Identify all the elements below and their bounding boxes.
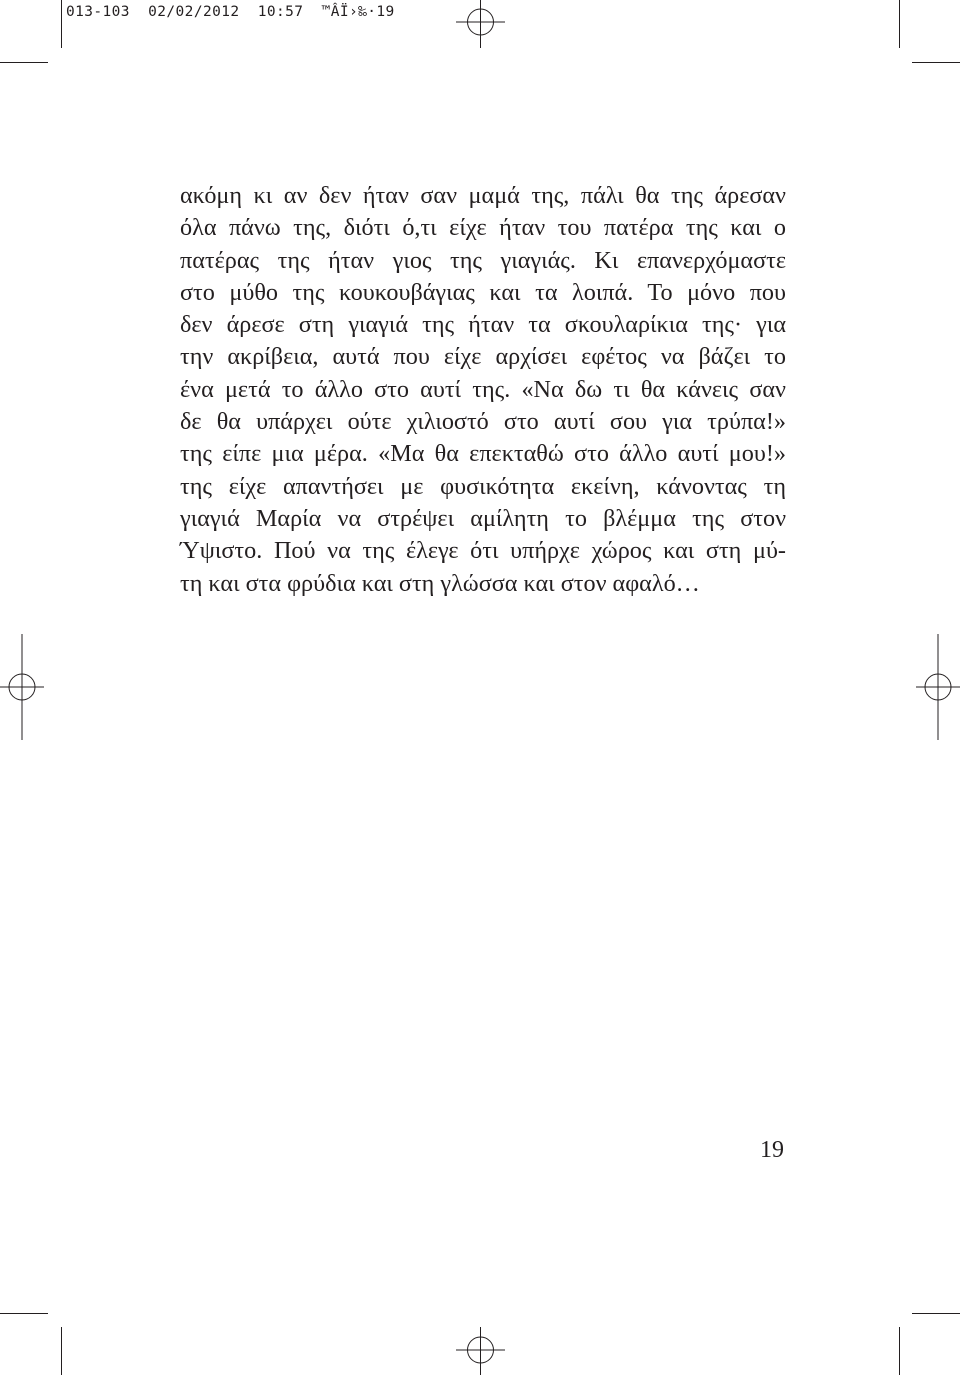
- body-line: δε θα υπάρχει ούτε χιλιοστό στο αυτί σου για τρύπα!»: [180, 408, 786, 436]
- registration-mark-bottom: [456, 1327, 505, 1375]
- body-line: την ακρίβεια, αυτά που είχε αρχίσει εφέτος να βάζει το: [180, 343, 786, 371]
- registration-mark-top: [456, 0, 505, 48]
- body-line: στο μύθο της κουκουβάγιας και τα λοιπά. Το μόνο που: [180, 278, 786, 306]
- page-number: 19: [760, 1137, 784, 1163]
- body-line: όλα πάνω της, διότι ό,τι είχε ήταν του πατέρα της και ο: [180, 214, 786, 242]
- body-line: ακόμη κι αν δεν ήταν σαν μαμά της, πάλι θα της άρεσαν: [180, 182, 786, 209]
- body-line: γιαγιά Μαρία να στρέψει αμίλητη το βλέμμα της στον: [180, 504, 786, 532]
- body-line: τη και στα φρύδια και στη γλώσσα και στον αφαλό…: [180, 569, 700, 597]
- registration-mark-left: [0, 634, 44, 740]
- body-line: δεν άρεσε στη γιαγιά της ήταν τα σκουλαρίκια της· για: [180, 311, 786, 339]
- body-line: πατέρας της ήταν γιος της γιαγιάς. Κι επανερχόμαστε: [180, 246, 786, 274]
- body-line: Ύψιστο. Πού να της έλεγε ότι υπήρχε χώρος και στη μύ-: [180, 537, 786, 565]
- printer-slug-line: 013-103 02/02/2012 10:57 ™ÂÏ›‰·19: [66, 4, 395, 20]
- body-line: της είχε απαντήσει με φυσικότητα εκείνη, κάνοντας τη: [180, 472, 786, 500]
- body-line: της είπε μια μέρα. «Μα θα επεκταθώ στο άλλο αυτί μου!»: [180, 440, 786, 468]
- body-line: ένα μετά το άλλο στο αυτί της. «Να δω τι θα κάνεις σαν: [180, 375, 786, 403]
- body-text: [180, 180, 786, 600]
- registration-mark-right: [916, 634, 960, 740]
